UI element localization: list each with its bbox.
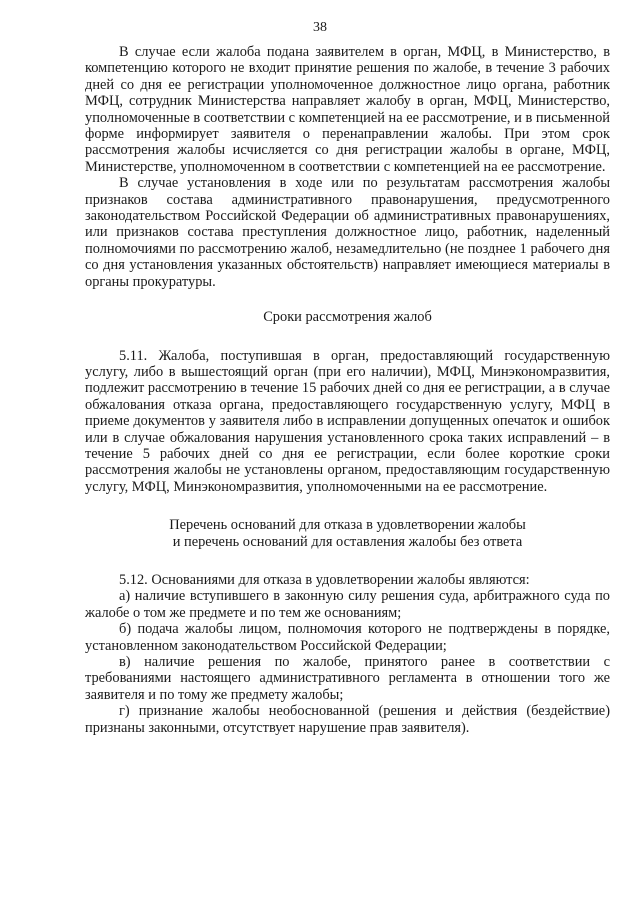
- list-item-a: а) наличие вступившего в законную силу решения суда, арбитражного суда по жалобе о том же предмете и по тем же основаниям;: [85, 588, 610, 621]
- section-heading-review-terms: Сроки рассмотрения жалоб: [263, 309, 432, 326]
- paragraph-5-11: 5.11. Жалоба, поступившая в орган, предоставляющий государственную услугу, либо в вышестоящий орган (при его наличии), МФЦ, Минэкономразвития, подлежит рассмотрению в течение 15 рабочих дней со дня ее регистрации, а в случае обжалования отказа органа, предоставляющего государственную услугу, МФЦ в приеме документов у заявителя либо в исправлении допущенных опечаток и ошибок или в случае обжалования нарушения установленного срока таких исправлений – в течение 5 рабочих дней со дня ее регистрации, если более короткие сроки рассмотрения жалобы не установлены органом, предоставляющим государственную услугу, МФЦ, Минэкономразвития, уполномоченными на ее рассмотрение.: [85, 347, 610, 495]
- paragraph-5-12-intro: 5.12. Основаниями для отказа в удовлетворении жалобы являются:: [119, 571, 530, 588]
- page-number: 38: [313, 20, 327, 35]
- section-heading-refusal-grounds-line-1: Перечень оснований для отказа в удовлетворении жалобы: [169, 517, 526, 534]
- spacer: [85, 326, 610, 348]
- paragraph-redirect-complaint: В случае если жалоба подана заявителем в орган, МФЦ, в Министерство, в компетенцию которого не входит принятие решения по жалобе, в течение 3 рабочих дней со дня ее регистрации уполномоченное должностное лицо органа, работник МФЦ, сотрудник Министерства направляет жалобу в орган, МФЦ, Министерство, уполномоченные в соответствии с компетенцией на ее рассмотрение, и в письменной форме информирует заявителя о перенаправлении жалобы. При этом срок рассмотрения жалобы исчисляется со дня регистрации жалобы в органе, МФЦ, Министерстве, уполномоченном в соответствии с компетенцией на ее рассмотрение.: [85, 44, 610, 175]
- section-heading-refusal-grounds-line-2: и перечень оснований для оставления жалобы без ответа: [172, 533, 523, 550]
- page-content: [85, 44, 610, 736]
- spacer: [85, 495, 610, 517]
- paragraph-prosecutor-referral: В случае установления в ходе или по результатам рассмотрения жалобы признаков состава административного правонарушения, предусмотренного законодательством Российской Федерации об административных правонарушениях, или признаков состава преступления должностное лицо, работник, наделенный полномочиями по рассмотрению жалоб, незамедлительно (не позднее 1 рабочего дня со дня установления указанных обстоятельств) направляет имеющиеся материалы в органы прокуратуры.: [85, 175, 610, 290]
- spacer: [85, 290, 610, 309]
- spacer: [85, 550, 610, 572]
- list-item-v: в) наличие решения по жалобе, принятого ранее в соответствии с требованиями настоящего административного регламента в отношении того же заявителя и по тому же предмету жалобы;: [85, 654, 610, 703]
- list-item-b: б) подача жалобы лицом, полномочия которого не подтверждены в порядке, установленном законодательством Российской Федерации;: [85, 621, 610, 654]
- list-item-g: г) признание жалобы необоснованной (решения и действия (бездействие) признаны законными, отсутствует нарушение прав заявителя).: [85, 703, 610, 736]
